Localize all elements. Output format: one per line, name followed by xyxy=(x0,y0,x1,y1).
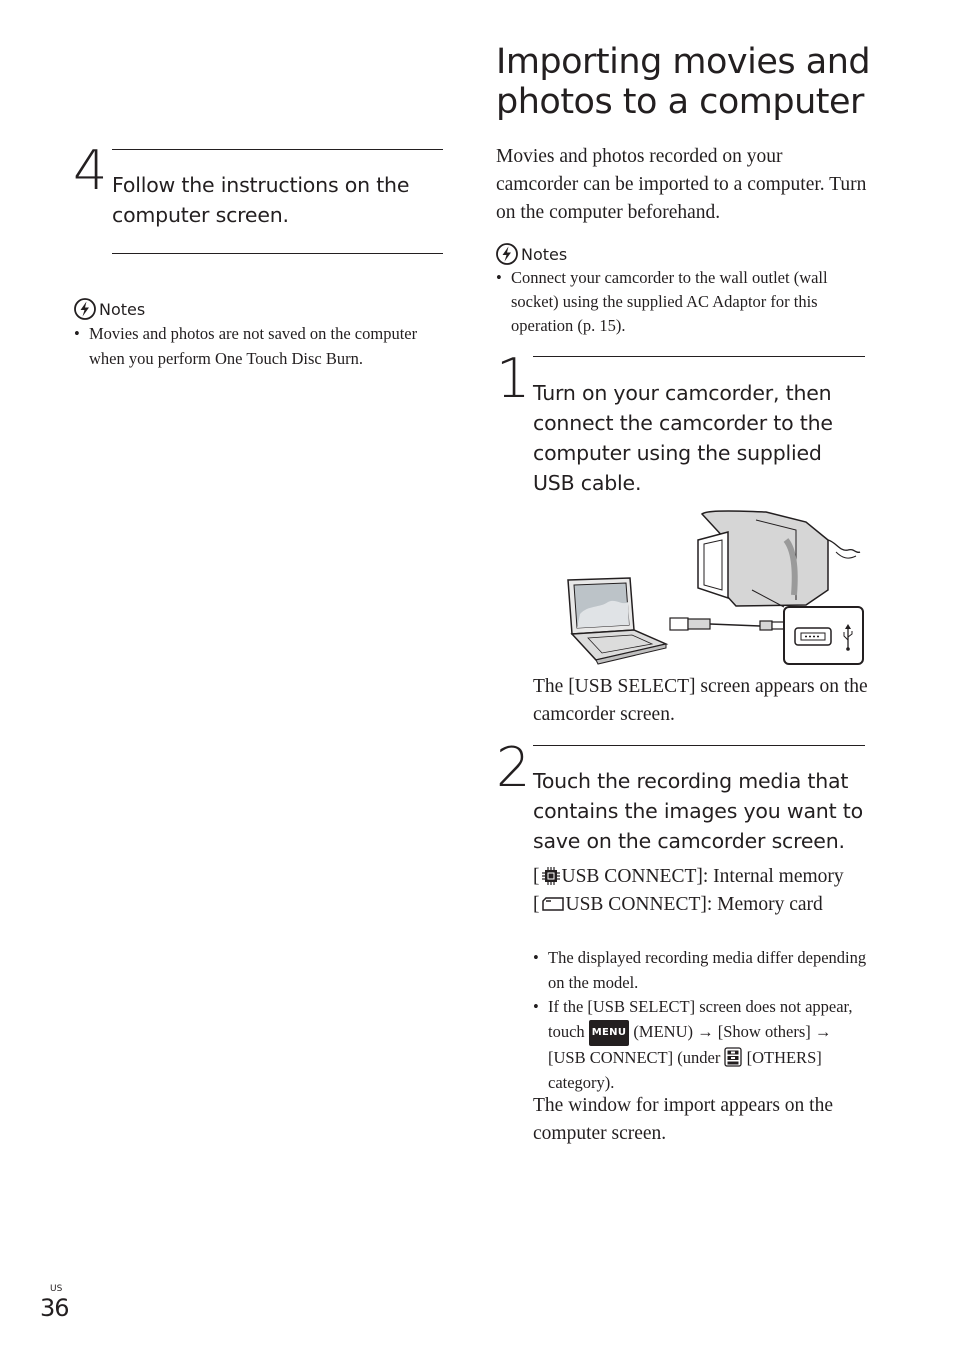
usb-port-zoom-icon xyxy=(784,607,863,664)
others-category-icon xyxy=(724,1047,742,1067)
step-2-result: The window for import appears on the computer screen. xyxy=(533,1095,834,1144)
bullet-text: (MENU) xyxy=(633,1021,693,1041)
step-2-bullet xyxy=(533,995,868,1095)
arrow-right-icon: → xyxy=(697,1021,714,1041)
bracket-open: [ xyxy=(533,866,540,887)
bullet-text: If the [USB SELECT] screen does not appear, touch xyxy=(548,997,853,1041)
step-2-bullet: • The displayed recording media differ depending on the model. xyxy=(533,946,868,995)
step-4-top-rule xyxy=(112,149,443,150)
usb-cable-icon xyxy=(670,618,791,630)
right-notes-heading xyxy=(496,243,866,265)
caution-icon xyxy=(74,298,96,320)
step-4-bottom-rule xyxy=(112,253,443,254)
right-note-item: • Connect your camcorder to the wall outlet (wall socket) using the supplied AC Adaptor for this operation (p. 15). xyxy=(496,266,866,338)
step-1-rule xyxy=(533,356,865,357)
step-1-number: 1 xyxy=(496,347,529,410)
region-code: US xyxy=(50,1284,63,1294)
option-internal-memory xyxy=(533,863,868,891)
caution-icon xyxy=(496,243,518,265)
page-number: 36 xyxy=(40,1294,69,1322)
left-notes-label: Notes xyxy=(99,299,146,319)
arrow-right-icon: → xyxy=(814,1021,832,1041)
bracket-open: [ xyxy=(533,894,540,915)
step-4-number: 4 xyxy=(73,139,106,202)
option-memory-card xyxy=(533,891,868,919)
step-1-text: Turn on your camcorder, then connect the camcorder to the computer using the supplied USB cable. xyxy=(533,381,833,495)
step-4-text: Follow the instructions on the computer screen. xyxy=(112,173,410,227)
intro-paragraph: Movies and photos recorded on your camcorder can be imported to a computer. Turn on the computer beforehand. xyxy=(496,146,867,223)
right-notes-list xyxy=(496,266,866,338)
bullet-text: [USB CONNECT] (under xyxy=(548,1048,721,1067)
step-2-options xyxy=(533,863,868,919)
left-notes-section xyxy=(74,298,444,371)
page-title: Importing movies and photos to a computer xyxy=(496,42,871,122)
step-2-number: 2 xyxy=(496,736,529,799)
camcorder-icon xyxy=(698,511,860,606)
left-notes-list xyxy=(74,322,444,371)
step-2-rule xyxy=(533,745,865,746)
memory-card-icon xyxy=(541,896,565,912)
menu-button-icon: MENU xyxy=(589,1020,629,1047)
right-notes-label: Notes xyxy=(521,244,568,264)
option-card-label: USB CONNECT]: Memory card xyxy=(565,894,823,915)
bullet-text: [Show others] xyxy=(717,1021,811,1041)
option-internal-label: USB CONNECT]: Internal memory xyxy=(561,866,844,887)
step-2-bullets xyxy=(533,946,868,1095)
laptop-icon xyxy=(568,578,666,664)
step-1-result: The [USB SELECT] screen appears on the camcorder screen. xyxy=(533,676,868,725)
left-notes-heading xyxy=(74,298,444,320)
internal-memory-icon xyxy=(541,867,561,885)
right-notes-section xyxy=(496,243,866,338)
usb-connection-illustration xyxy=(556,510,868,668)
left-note-item: • Movies and photos are not saved on the computer when you perform One Touch Disc Burn. xyxy=(74,322,444,371)
step-2-text: Touch the recording media that contains the images you want to save on the camcorder screen. xyxy=(533,769,863,853)
bullet-text: [OTHERS] category). xyxy=(548,1048,822,1092)
